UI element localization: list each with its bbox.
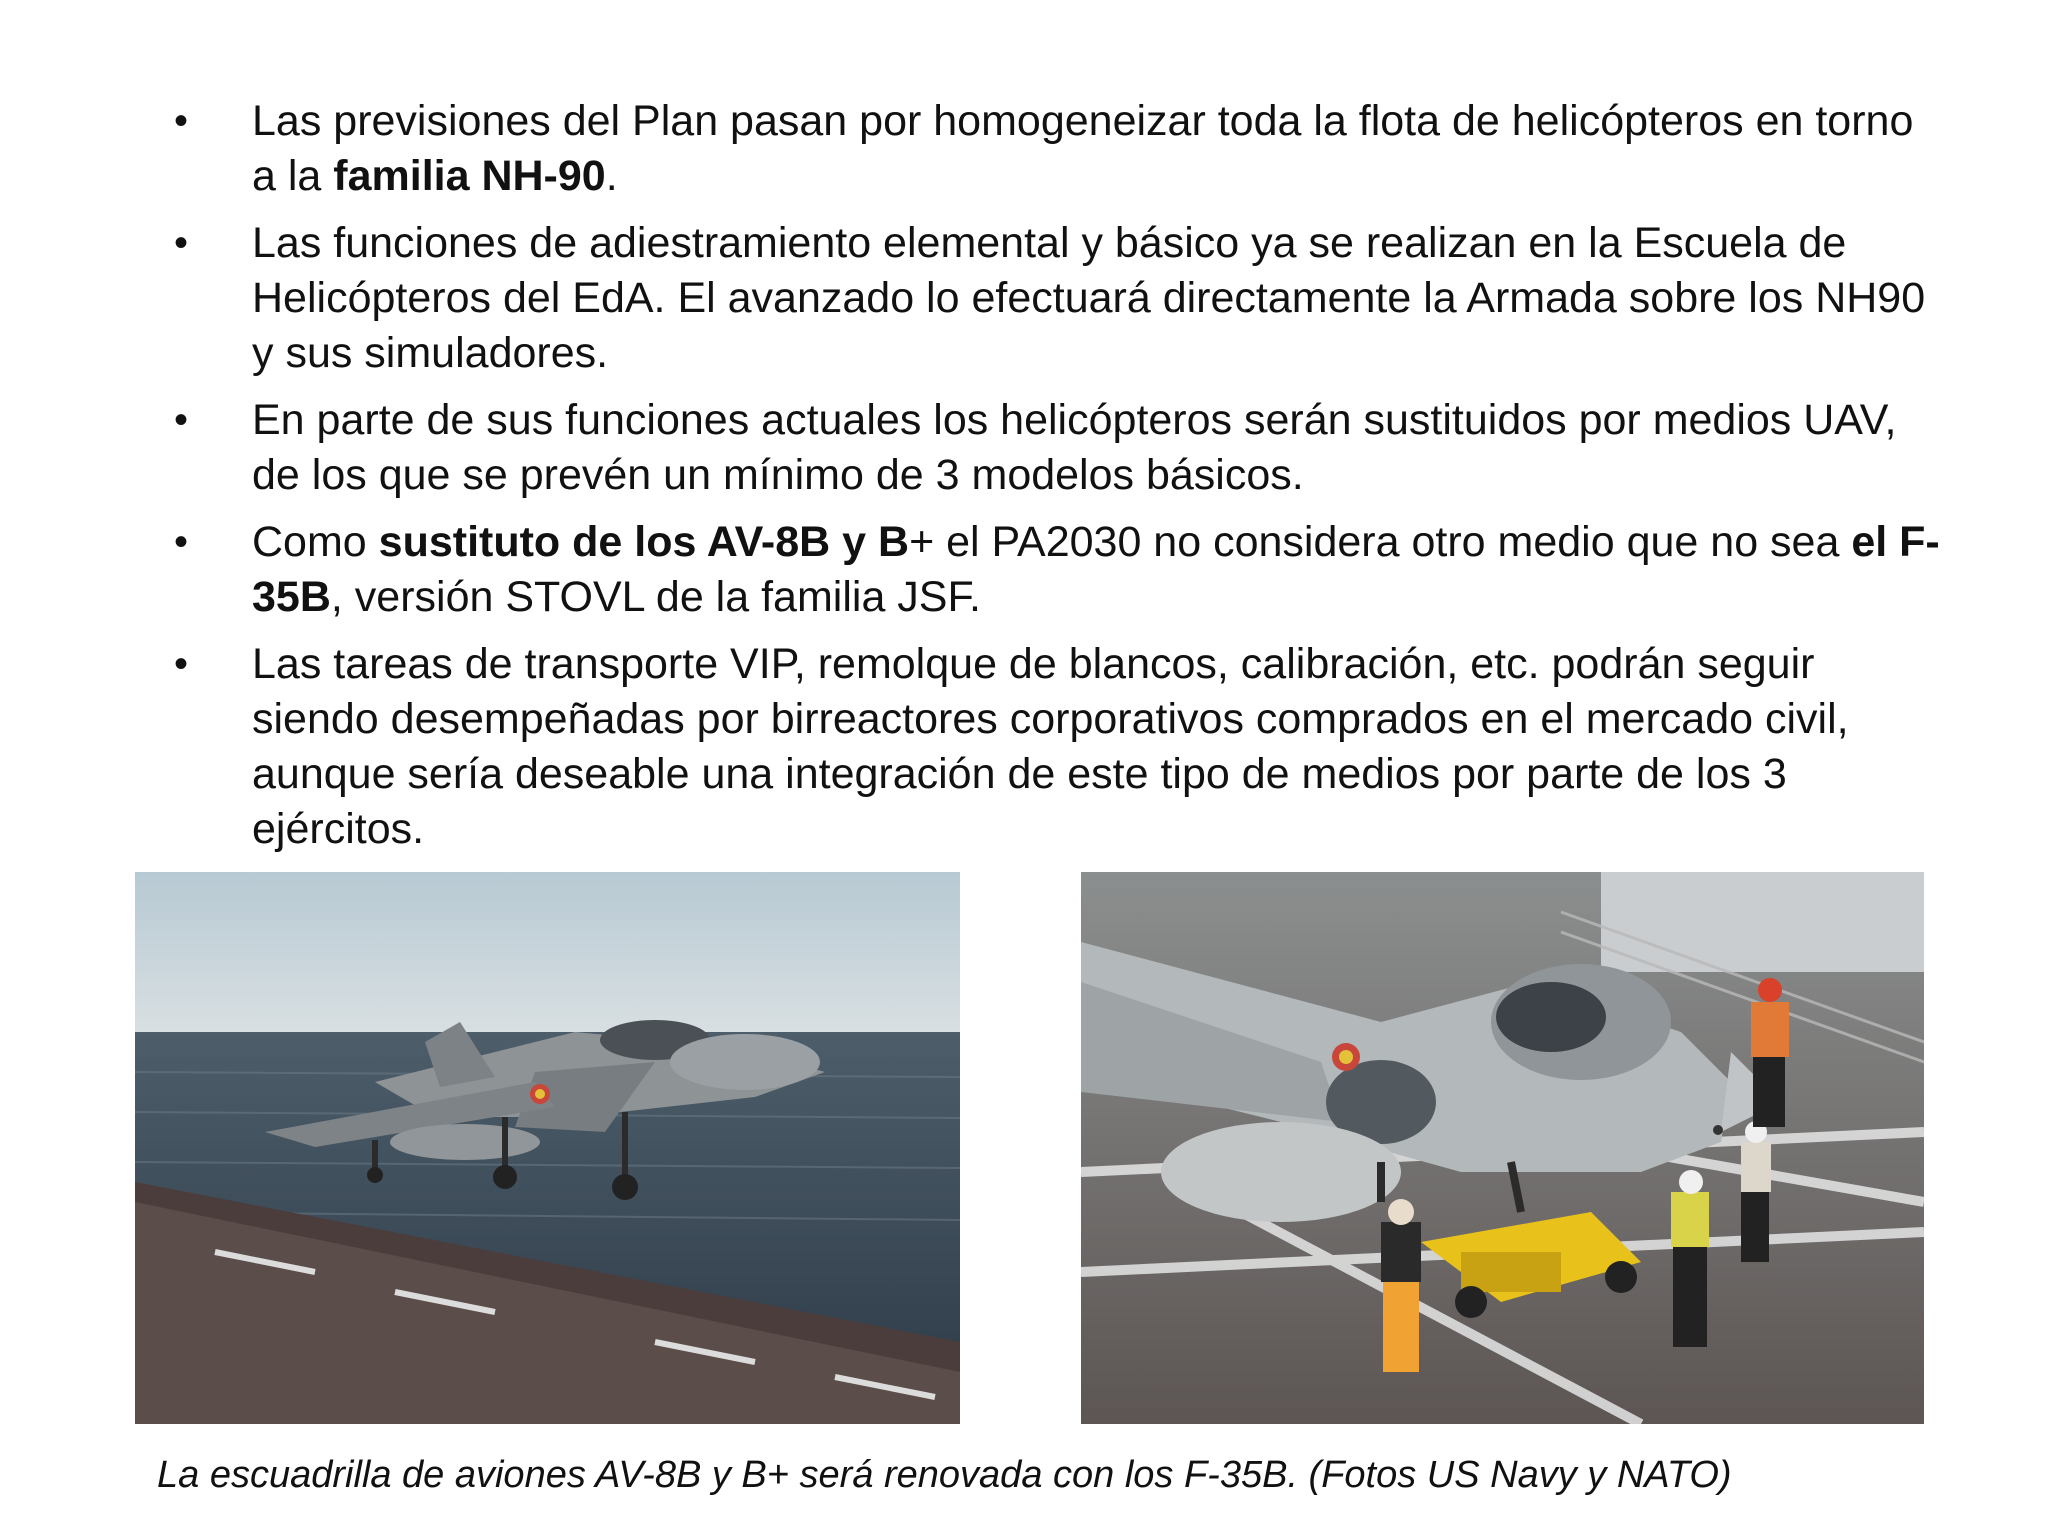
photo-harrier-landing	[135, 872, 960, 1424]
bullet-item	[140, 637, 1940, 857]
bullet-text: Las tareas de transporte VIP, remolque de blancos, calibración, etc. podrán seguir siendo desempeñadas por birreactores corporativos comprados en el mercado civil, aunque sería deseable una integración de este tipo de medios por parte de los 3 ejércitos.	[252, 640, 1849, 853]
bullet-text: + el PA2030 no considera otro medio que no sea	[909, 518, 1852, 566]
bullet-bold-text: sustituto de los AV-8B y B	[378, 518, 910, 566]
bullet-item	[140, 393, 1940, 503]
bullet-item	[140, 216, 1940, 381]
bullet-text: En parte de sus funciones actuales los helicópteros serán sustituidos por medios UAV, de los que se prevén un mínimo de 3 modelos básicos.	[252, 396, 1897, 499]
bullet-text: Como	[252, 518, 379, 566]
bullet-text: Las previsiones del Plan pasan por homogeneizar toda la flota de helicópteros en torno a la	[252, 97, 1914, 200]
bullet-text: Las funciones de adiestramiento elemental y básico ya se realizan en la Escuela de Helicópteros del EdA. El avanzado lo efectuará directamente la Armada sobre los NH90 y sus simuladores.	[252, 219, 1926, 377]
harrier-deck-image	[1081, 872, 1924, 1424]
bullet-bold-text: familia NH-90	[333, 152, 606, 200]
bullet-item	[140, 515, 1940, 625]
bullet-text: .	[605, 152, 618, 200]
bullet-list	[140, 94, 1940, 869]
photo-caption: La escuadrilla de aviones AV-8B y B+ será renovada con los F-35B. (Fotos US Navy y NATO)	[157, 1454, 1732, 1496]
photo-harrier-on-deck	[1081, 872, 1924, 1424]
bullet-item	[140, 94, 1940, 204]
harrier-landing-image	[135, 872, 960, 1424]
bullet-bold-text: el F-35B	[252, 518, 1940, 621]
bullet-text: , versión STOVL de la familia JSF.	[330, 573, 981, 621]
